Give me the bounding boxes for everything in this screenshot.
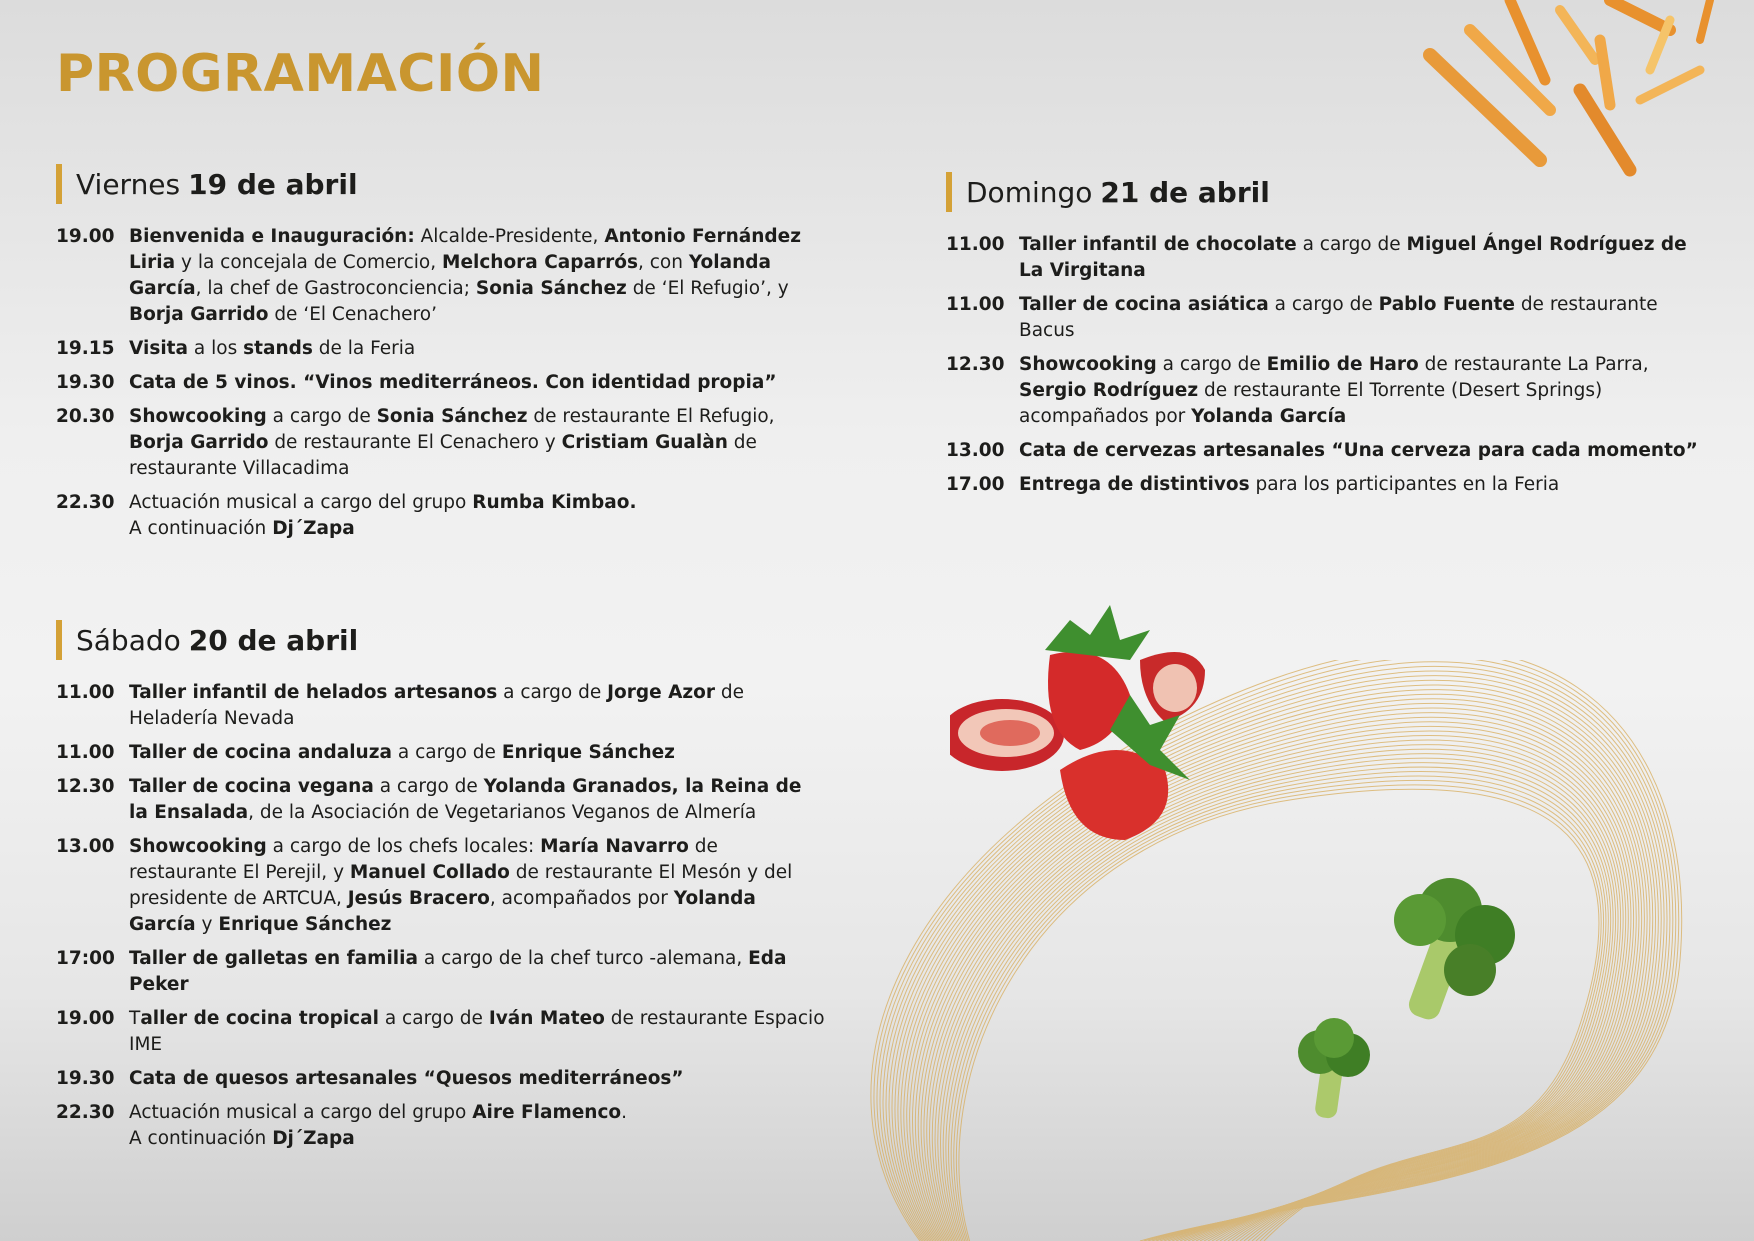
event-text: a los: [193, 338, 238, 359]
day-heading: [946, 172, 1706, 212]
day-name: Domingo: [966, 175, 1093, 209]
event-text: a cargo de: [272, 406, 371, 427]
event-highlight: Jorge Azor: [607, 682, 715, 703]
event-text: de restaurante El Mesón y del presidente de ARTCUA,: [129, 862, 793, 909]
event-highlight: Taller de cocina asiática: [1019, 294, 1269, 315]
event-list: [56, 680, 826, 1152]
event-highlight: Rumba Kimbao.: [472, 492, 637, 513]
event-text: a cargo de: [384, 1008, 483, 1029]
event-text: Actuación musical a cargo del grupo: [129, 1102, 467, 1123]
event-highlight: Antonio Fernández Liria: [129, 226, 801, 273]
event-text: a cargo de: [1302, 234, 1401, 255]
event-highlight: Jesús Bracero: [347, 888, 490, 909]
day-saturday: [56, 620, 826, 1160]
event-highlight: Yolanda Granados, la Reina de la Ensalada: [129, 776, 802, 823]
event-text: , la chef de Gastroconciencia;: [195, 278, 470, 299]
event-time: 19.15: [56, 338, 115, 359]
event-time: 12.30: [946, 354, 1005, 375]
event-item: [946, 472, 1706, 498]
event-text: de la Feria: [318, 338, 416, 359]
event-time: 19.00: [56, 226, 115, 247]
event-text: a cargo de la chef turco -alemana,: [423, 948, 743, 969]
day-name: Viernes: [76, 167, 181, 201]
event-text: y: [201, 914, 213, 935]
broccoli-image: [1270, 860, 1560, 1130]
event-description: [1019, 438, 1706, 464]
event-item: [946, 232, 1706, 284]
event-highlight: Enrique Sánchez: [218, 914, 392, 935]
event-description: [129, 336, 826, 362]
event-highlight: Sonia Sánchez: [475, 278, 627, 299]
event-highlight: Cata de quesos artesanales “Quesos mediterráneos”: [129, 1068, 684, 1089]
event-highlight: Manuel Collado: [349, 862, 510, 883]
event-item: [56, 404, 826, 482]
event-item: [56, 1006, 826, 1058]
event-highlight: stands: [243, 338, 313, 359]
event-text: Actuación musical a cargo del grupo: [129, 492, 467, 513]
event-time: 22.30: [56, 1102, 115, 1123]
event-highlight: Melchora Caparrós: [442, 252, 638, 273]
event-description: [1019, 352, 1706, 430]
day-heading: [56, 620, 826, 660]
strawberries-image: [950, 600, 1230, 850]
event-item: [56, 336, 826, 362]
event-highlight: María Navarro: [540, 836, 689, 857]
event-highlight: Taller infantil de helados artesanos: [129, 682, 498, 703]
event-description: [1019, 232, 1706, 284]
event-text: a cargo de: [503, 682, 602, 703]
event-time: 11.00: [946, 294, 1005, 315]
day-name: Sábado: [76, 623, 181, 657]
event-item: [56, 224, 826, 328]
event-description: [129, 1100, 826, 1152]
event-highlight: Bienvenida e Inauguración:: [129, 226, 415, 247]
day-friday: [56, 164, 826, 542]
event-highlight: Showcooking: [129, 406, 267, 427]
event-time: 19.30: [56, 1068, 115, 1089]
event-highlight: Showcooking: [129, 836, 267, 857]
event-time: 17:00: [56, 948, 115, 969]
event-time: 19.00: [56, 1008, 115, 1029]
event-description: [129, 370, 826, 396]
event-highlight: Taller infantil de chocolate: [1019, 234, 1297, 255]
event-time: 20.30: [56, 406, 115, 427]
event-text: .: [621, 1102, 628, 1123]
event-item: [946, 292, 1706, 344]
event-highlight: aller de cocina tropical: [140, 1008, 379, 1029]
event-text: de restaurante Villacadima: [129, 432, 757, 479]
event-time: 22.30: [56, 492, 115, 513]
event-description: [1019, 472, 1706, 498]
event-text: de restaurante El Perejil, y: [129, 836, 718, 883]
event-highlight: Entrega de distintivos: [1019, 474, 1250, 495]
event-text: a cargo de: [397, 742, 496, 763]
event-highlight: Pablo Fuente: [1378, 294, 1515, 315]
event-time: 13.00: [56, 836, 115, 857]
event-highlight: Yolanda García: [129, 252, 771, 299]
day-date: 19 de abril: [188, 167, 358, 201]
event-description: [1019, 292, 1706, 344]
day-date: 20 de abril: [188, 623, 359, 657]
event-time: 11.00: [56, 742, 115, 763]
event-text: A continuación: [129, 518, 267, 539]
event-highlight: Iván Mateo: [488, 1008, 605, 1029]
event-highlight: Dj´Zapa: [272, 1128, 355, 1149]
event-text: A continuación: [129, 1128, 267, 1149]
event-description: [129, 1066, 826, 1092]
event-highlight: Borja Garrido: [129, 432, 269, 453]
day-date: 21 de abril: [1100, 175, 1270, 209]
event-list: [56, 224, 826, 542]
event-item: [56, 946, 826, 998]
event-highlight: Taller de cocina andaluza: [129, 742, 392, 763]
event-description: [129, 946, 826, 998]
event-item: [56, 834, 826, 938]
event-text: de restaurante Bacus: [1019, 294, 1658, 341]
event-text: a cargo de los chefs locales:: [272, 836, 535, 857]
event-text: y la concejala de Comercio,: [180, 252, 437, 273]
event-text: de Heladería Nevada: [129, 682, 745, 729]
event-text: de ‘El Cenachero’: [274, 304, 437, 325]
event-text: de restaurante Espacio IME: [129, 1008, 825, 1055]
event-text: a cargo de: [1274, 294, 1373, 315]
event-item: [946, 438, 1706, 464]
event-list: [946, 232, 1706, 498]
event-text: Alcalde-Presidente,: [420, 226, 599, 247]
event-description: [129, 1006, 826, 1058]
event-item: [56, 1066, 826, 1092]
event-highlight: Aire Flamenco: [472, 1102, 622, 1123]
event-highlight: Yolanda García: [129, 888, 756, 935]
event-item: [56, 740, 826, 766]
event-text: de restaurante La Parra,: [1424, 354, 1649, 375]
event-text: para los participantes en la Feria: [1255, 474, 1560, 495]
right-column: [946, 172, 1706, 544]
event-description: [129, 834, 826, 938]
event-description: [129, 740, 826, 766]
event-time: 11.00: [946, 234, 1005, 255]
event-highlight: Sonia Sánchez: [376, 406, 528, 427]
event-description: [129, 490, 826, 542]
event-text: de restaurante El Torrente (Desert Springs) acompañados por: [1019, 380, 1603, 427]
event-highlight: Enrique Sánchez: [501, 742, 675, 763]
event-item: [56, 680, 826, 732]
event-time: 11.00: [56, 682, 115, 703]
event-item: [946, 352, 1706, 430]
event-text: a cargo de: [379, 776, 478, 797]
event-highlight: Cata de 5 vinos. “Vinos mediterráneos. Con identidad propia”: [129, 372, 777, 393]
event-time: 12.30: [56, 776, 115, 797]
event-item: [56, 490, 826, 542]
event-description: [129, 680, 826, 732]
event-highlight: Cristiam Gualàn: [561, 432, 728, 453]
day-sunday: [946, 172, 1706, 498]
event-text: a cargo de: [1162, 354, 1261, 375]
event-item: [56, 370, 826, 396]
event-highlight: Taller de galletas en familia: [129, 948, 418, 969]
event-text: , de la Asociación de Vegetarianos Veganos de Almería: [248, 802, 757, 823]
event-text: , con: [637, 252, 683, 273]
event-text: de ‘El Refugio’, y: [632, 278, 789, 299]
left-column: [56, 164, 826, 1149]
event-description: [129, 224, 826, 328]
event-text: , acompañados por: [489, 888, 668, 909]
event-highlight: Yolanda García: [1191, 406, 1347, 427]
event-highlight: Emilio de Haro: [1266, 354, 1419, 375]
event-highlight: Sergio Rodríguez: [1019, 380, 1199, 401]
event-text: T: [129, 1008, 141, 1029]
event-text: de restaurante El Cenachero y: [274, 432, 556, 453]
fries-image: [1410, 0, 1730, 190]
event-highlight: Visita: [129, 338, 189, 359]
event-highlight: Taller de cocina vegana: [129, 776, 374, 797]
event-item: [56, 774, 826, 826]
event-description: [129, 404, 826, 482]
event-description: [129, 774, 826, 826]
event-highlight: Borja Garrido: [129, 304, 269, 325]
event-highlight: Eda Peker: [129, 948, 787, 995]
page-title: PROGRAMACIÓN: [56, 44, 545, 104]
event-highlight: Miguel Ángel Rodríguez de La Virgitana: [1019, 234, 1687, 281]
event-highlight: Dj´Zapa: [272, 518, 355, 539]
event-highlight: Showcooking: [1019, 354, 1157, 375]
event-time: 13.00: [946, 440, 1005, 461]
day-heading: [56, 164, 826, 204]
event-time: 17.00: [946, 474, 1005, 495]
event-text: de restaurante El Refugio,: [533, 406, 775, 427]
event-time: 19.30: [56, 372, 115, 393]
event-highlight: Cata de cervezas artesanales “Una cerveza para cada momento”: [1019, 440, 1698, 461]
event-item: [56, 1100, 826, 1152]
